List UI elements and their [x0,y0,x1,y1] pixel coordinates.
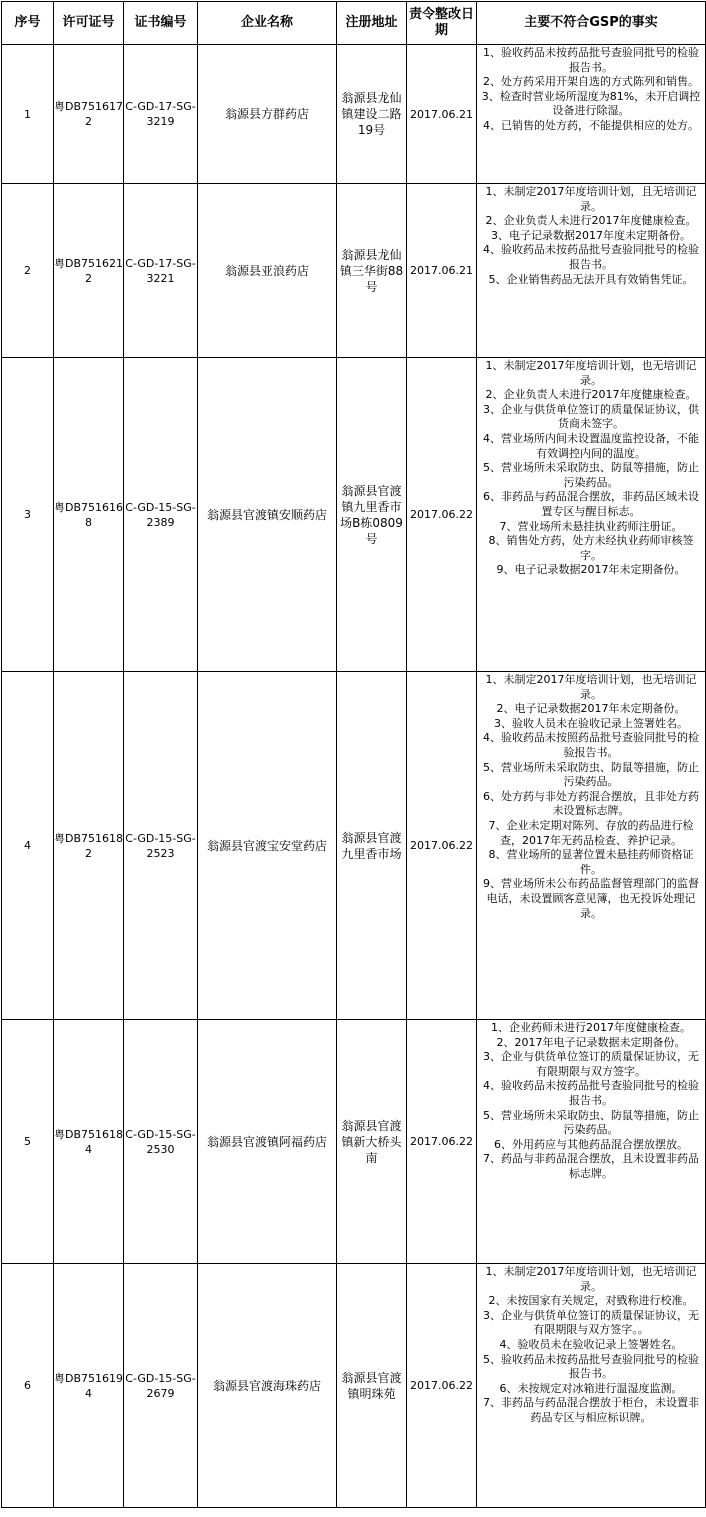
fact-item: 4、验收员未在验收记录上签署姓名。 [499,1337,683,1351]
fact-item: 9、电子记录数据2017年未定期备份。 [496,563,686,577]
table-row [2,672,706,1020]
fact-item: 2、未按国家有关规定，对戥称进行校准。 [488,1294,694,1308]
cell-address: 翁源县官渡镇九里香市场B栋0809号 [337,358,407,672]
cell-name: 翁源县亚浪药店 [198,184,337,358]
fact-item: 9、营业场所未公布药品监督管理部门的监督电话，未设置顾客意见簿，也无投诉处理记录。 [483,877,699,920]
fact-item: 6、未按规定对冰箱进行温湿度监测。 [499,1381,683,1395]
cell-license: 粤DB7516212 [54,184,124,358]
fact-item: 4、已销售的处方药，不能提供相应的处方。 [483,118,699,132]
cell-facts [477,45,706,184]
cell-facts [477,672,706,1020]
fact-item: 6、非药品与药品混合摆放，非药品区域未设置专区与醒目标志。 [483,490,699,518]
table-row [2,358,706,672]
cell-cert: C-GD-15-SG-2389 [124,358,198,672]
cell-address: 翁源县官渡镇新大桥头南 [337,1020,407,1264]
cell-seq: 3 [2,358,54,672]
cell-date: 2017.06.21 [407,45,477,184]
header-address: 注册地址 [337,2,407,45]
fact-item: 7、企业未定期对陈列、存放的药品进行检查，2017年无药品检查、养护记录。 [488,818,694,847]
fact-item: 6、外用药应与其他药品混合摆放摆放。 [494,1137,688,1151]
header-license: 许可证号 [54,2,124,45]
table-row [2,1264,706,1508]
header-date: 责令整改日期 [407,2,477,45]
table-row [2,184,706,358]
fact-item: 2、电子记录数据2017年未定期备份。 [496,702,686,716]
header-cert: 证书编号 [124,2,198,45]
cell-address: 翁源县龙仙镇建设二路19号 [337,45,407,184]
fact-item: 7、营业场所未悬挂执业药师注册证。 [499,519,683,533]
fact-item: 3、企业与供货单位签订的质量保证协议，无有限期限与双方签字。。 [483,1308,699,1337]
fact-item: 1、未制定2017年度培训计划，也无培训记录。 [485,359,697,387]
fact-item: 4、验收药品未按药品批号查验同批号的检验报告书。 [483,243,699,271]
fact-item: 5、企业销售药品无法开具有效销售凭证。 [488,272,694,286]
cell-seq: 5 [2,1020,54,1264]
fact-item: 7、药品与非药品混合摆放，且未设置非药品标志牌。 [483,1152,699,1180]
fact-item: 5、验收药品未按药品批号查验同批号的检验报告书。 [483,1352,699,1381]
fact-item: 2、企业负责人未进行2017年度健康检查。 [485,388,697,402]
gsp-violations-table [1,1,706,1508]
fact-item: 8、营业场所的显著位置未悬挂药师资格证件。 [488,848,694,876]
cell-name: 翁源县官渡镇安顺药店 [198,358,337,672]
cell-seq: 2 [2,184,54,358]
cell-cert: C-GD-15-SG-2530 [124,1020,198,1264]
cell-seq: 1 [2,45,54,184]
fact-item: 4、验收药品未按照药品批号查验同批号的检验报告书。 [483,731,699,759]
cell-seq: 4 [2,672,54,1020]
cell-cert: C-GD-17-SG-3219 [124,45,198,184]
cell-cert: C-GD-17-SG-3221 [124,184,198,358]
cell-facts [477,1020,706,1264]
fact-item: 4、营业场所内间未设置温度监控设备，不能有效调控内间的温度。 [483,431,699,460]
cell-facts [477,358,706,672]
fact-item: 1、未制定2017年度培训计划，也无培训记录。 [485,673,697,701]
fact-item: 1、验收药品未按药品批号查验同批号的检验报告书。 [483,46,699,74]
cell-name: 翁源县官渡镇阿福药店 [198,1020,337,1264]
table-row [2,45,706,184]
fact-item: 1、企业药师未进行2017年度健康检查。 [491,1021,691,1034]
cell-name: 翁源县官渡海珠药店 [198,1264,337,1508]
cell-license: 粤DB7516168 [54,358,124,672]
cell-address: 翁源县龙仙镇三华街88号 [337,184,407,358]
cell-name: 翁源县方群药店 [198,45,337,184]
fact-item: 3、验收人员未在验收记录上签署姓名。 [494,716,688,730]
fact-item: 4、验收药品未按药品批号查验同批号的检验报告书。 [483,1079,699,1107]
cell-seq: 6 [2,1264,54,1508]
fact-item: 5、营业场所未采取防虫、防鼠等措施，防止污染药品。 [483,1108,699,1137]
fact-item: 5、营业场所未采取防虫、防鼠等措施，防止污染药品。 [483,760,699,789]
cell-license: 粤DB7516182 [54,672,124,1020]
fact-item: 1、未制定2017年度培训计划，且无培训记录。 [485,185,697,213]
cell-date: 2017.06.22 [407,1264,477,1508]
cell-license: 粤DB7516184 [54,1020,124,1264]
fact-item: 2、处方药采用开架自选的方式陈列和销售。 [483,75,699,89]
header-seq: 序号 [2,2,54,45]
table-row [2,1020,706,1264]
cell-date: 2017.06.22 [407,672,477,1020]
fact-item: 2、2017年电子记录数据未定期备份。 [496,1035,686,1049]
header-facts: 主要不符合GSP的事实 [477,2,706,45]
header-name: 企业名称 [198,2,337,45]
cell-facts [477,184,706,358]
cell-license: 粤DB7516172 [54,45,124,184]
fact-item: 1、未制定2017年度培训计划，也无培训记录。 [485,1265,697,1293]
cell-license: 粤DB7516194 [54,1264,124,1508]
fact-item: 6、处方药与非处方药混合摆放，且非处方药未设置标志牌。 [483,789,699,818]
cell-address: 翁源县官渡九里香市场 [337,672,407,1020]
table-body [2,45,706,1508]
header-row [2,2,706,45]
cell-address: 翁源县官渡镇明珠苑 [337,1264,407,1508]
fact-item: 7、非药品与药品混合摆放于柜台，未设置非药品专区与相应标识牌。 [483,1396,699,1424]
fact-item: 5、营业场所未采取防虫、防鼠等措施，防止污染药品。 [483,461,699,489]
cell-facts [477,1264,706,1508]
fact-item: 3、电子记录数据2017年度未定期备份。 [491,228,691,242]
cell-date: 2017.06.22 [407,1020,477,1264]
cell-cert: C-GD-15-SG-2523 [124,672,198,1020]
fact-item: 3、检查时营业场所湿度为81%，未开启调控设备进行除湿。 [481,89,701,118]
fact-item: 8、销售处方药，处方未经执业药师审核签字。 [488,534,694,562]
cell-date: 2017.06.22 [407,358,477,672]
fact-item: 3、企业与供货单位签订的质量保证协议，供货商未签字。 [483,402,699,431]
fact-item: 3、企业与供货单位签订的质量保证协议，无有限期限与双方签字。 [483,1050,699,1078]
fact-item: 2、企业负责人未进行2017年度健康检查。 [485,214,697,228]
cell-name: 翁源县官渡宝安堂药店 [198,672,337,1020]
cell-cert: C-GD-15-SG-2679 [124,1264,198,1508]
cell-date: 2017.06.21 [407,184,477,358]
